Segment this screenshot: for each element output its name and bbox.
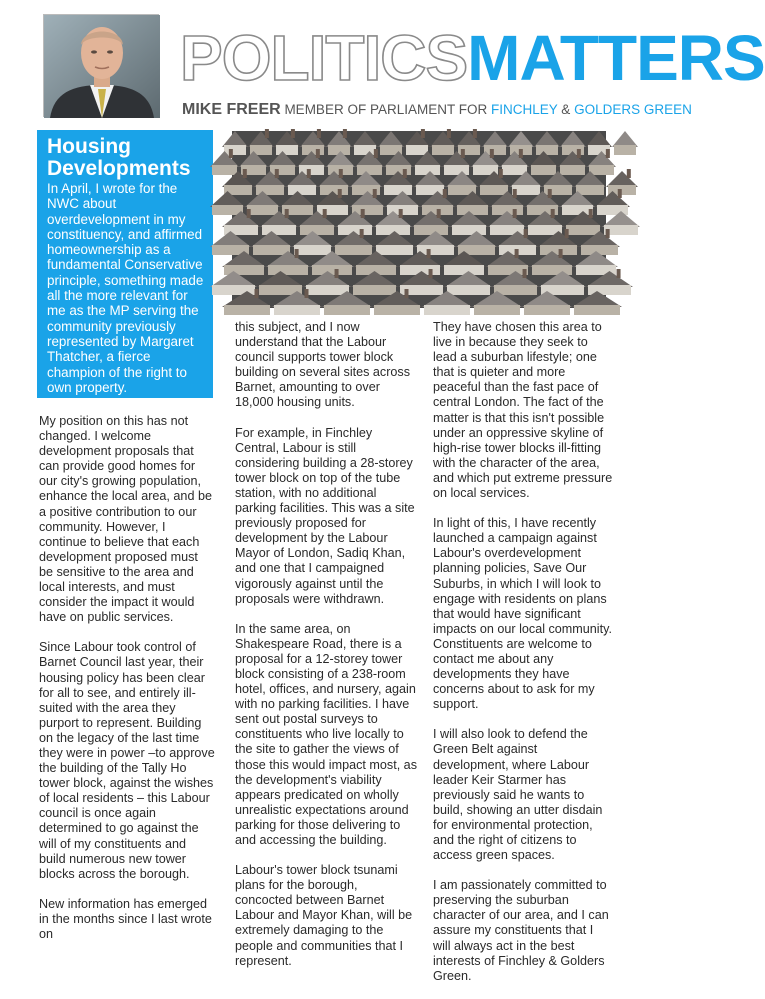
paragraph: I will also look to defend the Green Belt against development, where Labour leader Keir Starmer has previously said he wants to build, showing an utter disdain for environmental protection, and the right of citizens to access green spaces. bbox=[433, 727, 603, 863]
byline-place-finchley: FINCHLEY bbox=[490, 102, 558, 117]
paragraph: Since Labour took control of Barnet Council last year, their housing policy has been clear for all to see, and entirely ill-suited with the area they purport to represent. Building on the legacy of the last time they were in power –to approve the building of the Tally Ho tower block, against the wishes of local residents – this Labour council is once again determined to go against the will of my constituents and build numerous new tower blocks across the borough. bbox=[39, 640, 215, 881]
masthead-matters: MATTERS bbox=[467, 22, 765, 94]
paragraph: New information has emerged in the months since I last wrote on bbox=[39, 896, 212, 941]
paragraph: In light of this, I have recently launched a campaign against Labour's overdevelopment planning policies, Save Our Suburbs, in which I will look to engage with residents on plans that would have significant impacts on our local community. Constituents are welcome to contact me about any developments they have concerns about to ask for my support. bbox=[433, 516, 612, 712]
portrait-image bbox=[44, 15, 160, 118]
article-intro: In April, I wrote for the NWC about overdevelopment in my constituency, and affirmed homeownership as a fundamental Conservative principle, something made all the more relevant for me as the MP serving the community previously represented by Margaret Thatcher, a fierce champion of the right to own property. bbox=[47, 181, 204, 395]
byline-place-golders-green: GOLDERS GREEN bbox=[574, 102, 692, 117]
paragraph: this subject, and I now understand that the Labour council supports tower block building on several sites across Barnet, amounting to over 18,000 housing units. bbox=[235, 320, 411, 410]
paragraph: My position on this has not changed. I welcome development proposals that can provide good homes for our city's growing population, enhance the local area, and be a positive contribution to our community. However, I continue to believe that each development proposed must be sensitive to the area and local interests, and must consider the impact it would have on public services. bbox=[39, 414, 212, 625]
article-title: Housing Developments bbox=[47, 135, 191, 180]
masthead bbox=[180, 22, 765, 94]
rooftops-image bbox=[232, 131, 606, 308]
housing-rooftops-photo bbox=[232, 131, 606, 308]
paragraph: Labour's tower block tsunami plans for the borough, concocted between Barnet Labour and Mayor Khan, will be extremely damaging to the people and communities that I represent. bbox=[235, 863, 413, 968]
mp-portrait-photo bbox=[43, 14, 159, 117]
article-column-2 bbox=[235, 320, 417, 984]
byline-name: MIKE FREER bbox=[182, 101, 281, 118]
intro-box bbox=[37, 130, 213, 398]
paragraph: For example, in Finchley Central, Labour is still considering building a 28-storey tower block on top of the tube station, with no additional parking facilities. This was a site previously proposed for development by the Labour Mayor of London, Sadiq Khan, and one that I campaigned vigorously against until the proposals were withdrawn. bbox=[235, 425, 415, 606]
masthead-politics: POLITICS bbox=[180, 22, 468, 94]
paragraph: In the same area, on Shakespeare Road, there is a proposal for a 12-storey tower block consisting of a 238-room hotel, offices, and nursery, again with no parking facilities. I have sent out postal surveys to constituents who live locally to the site to gather the views of those this would impact most, as the development's viability appears predicated on wholly unrealistic expectations around parking for those delivering to and accessing the building. bbox=[235, 621, 417, 847]
byline-role: MEMBER OF PARLIAMENT FOR bbox=[284, 102, 488, 117]
byline bbox=[182, 101, 692, 119]
paragraph: I am passionately committed to preserving the suburban character of our area, and I can assure my constituents that I will always act in the best interests of Finchley & Golders Green. bbox=[433, 878, 609, 983]
byline-ampersand: & bbox=[561, 102, 571, 117]
article-column-3 bbox=[433, 320, 613, 999]
paragraph: They have chosen this area to live in because they seek to lead a suburban lifestyle; one that is quieter and more peaceful than the fast pace of central London. The fact of the matter is that this isn't possible under an oppressive skyline of high-rise tower blocks ill-fitting with the character of the area, and which put extreme pressure on local services. bbox=[433, 320, 613, 501]
article-column-1 bbox=[39, 414, 215, 957]
